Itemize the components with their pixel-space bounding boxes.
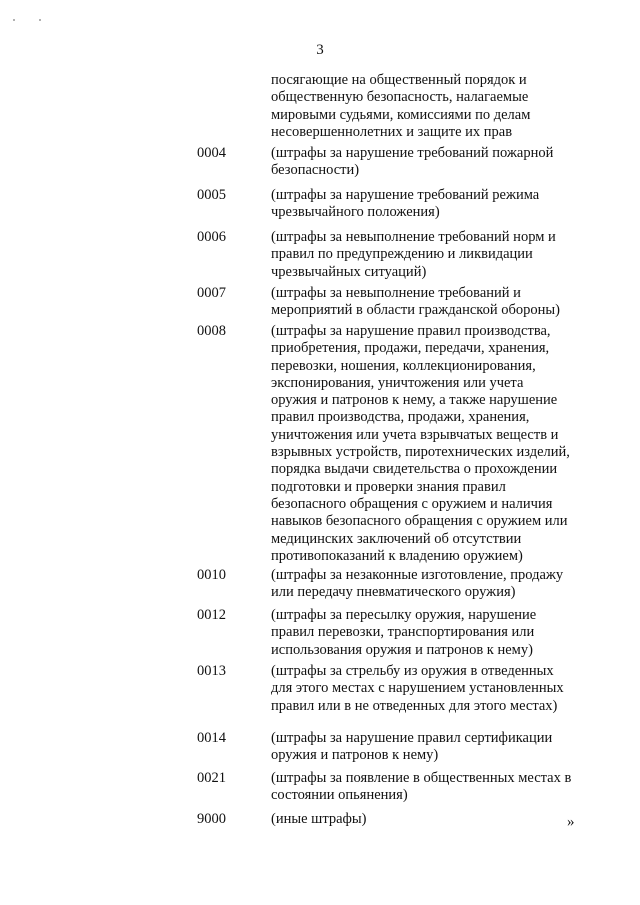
entry-code: 0007 (197, 285, 226, 301)
scan-speck (13, 19, 15, 21)
entry-text: (иные штрафы) (271, 811, 367, 827)
entry-text: (штрафы за пересылку оружия, нарушение правил перевозки, транспортирования или использования оружия и патронов к нему) (271, 607, 537, 658)
entry-text: (штрафы за появление в общественных местах в состоянии опьянения) (271, 770, 572, 804)
entry-code: 0014 (197, 730, 226, 746)
entry-text: (штрафы за невыполнение требований и мероприятий в области гражданской обороны) (271, 285, 560, 319)
entry-code: 0012 (197, 607, 226, 623)
entry-text: (штрафы за стрельбу из оружия в отведенных для этого местах с нарушением установленных правил или в не отведенных для этого местах) (271, 663, 564, 714)
entry-text: (штрафы за нарушение требований пожарной безопасности) (271, 145, 554, 179)
entry-text: (штрафы за незаконные изготовление, продажу или передачу пневматического оружия) (271, 567, 564, 601)
page-number: 3 (316, 42, 324, 58)
entry-code: 9000 (197, 811, 226, 827)
entry-text: (штрафы за нарушение требований режима чрезвычайного положения) (271, 187, 540, 221)
closing-quote: » (567, 814, 575, 830)
entry-code: 0008 (197, 323, 226, 339)
entry-text: (штрафы за нарушение правил производства, приобретения, продажи, передачи, хранения, перевозки, ношения, коллекционирования, экспонирования, уничтожения или учета оружия и патронов к нему, а также нарушение правил производства, продажи, хранения, уничтожения или учета взрывчатых веществ и взрывных устройств, пиротехнических изделий, порядка выдачи свидетельства о прохождении подготовки и проверки знания правил безопасного обращения с оружием и наличия навыков безопасного обращения с оружием или медицинских заключений об отсутствии противопоказаний к владению оружием) (271, 323, 570, 564)
entry-code: 0021 (197, 770, 226, 786)
entry-text: (штрафы за невыполнение требований норм и правил по предупреждению и ликвидации чрезвычайных ситуаций) (271, 229, 556, 280)
entry-text: (штрафы за нарушение правил сертификации оружия и патронов к нему) (271, 730, 553, 764)
continuation-text: посягающие на общественный порядок и общественную безопасность, налагаемые мировыми судьями, комиссиями по делам несовершеннолетних и защите их прав (271, 72, 531, 140)
entry-code: 0006 (197, 229, 226, 245)
entry-code: 0010 (197, 567, 226, 583)
scan-speck (39, 19, 41, 21)
entry-code: 0005 (197, 187, 226, 203)
entry-code: 0004 (197, 145, 226, 161)
entry-code: 0013 (197, 663, 226, 679)
